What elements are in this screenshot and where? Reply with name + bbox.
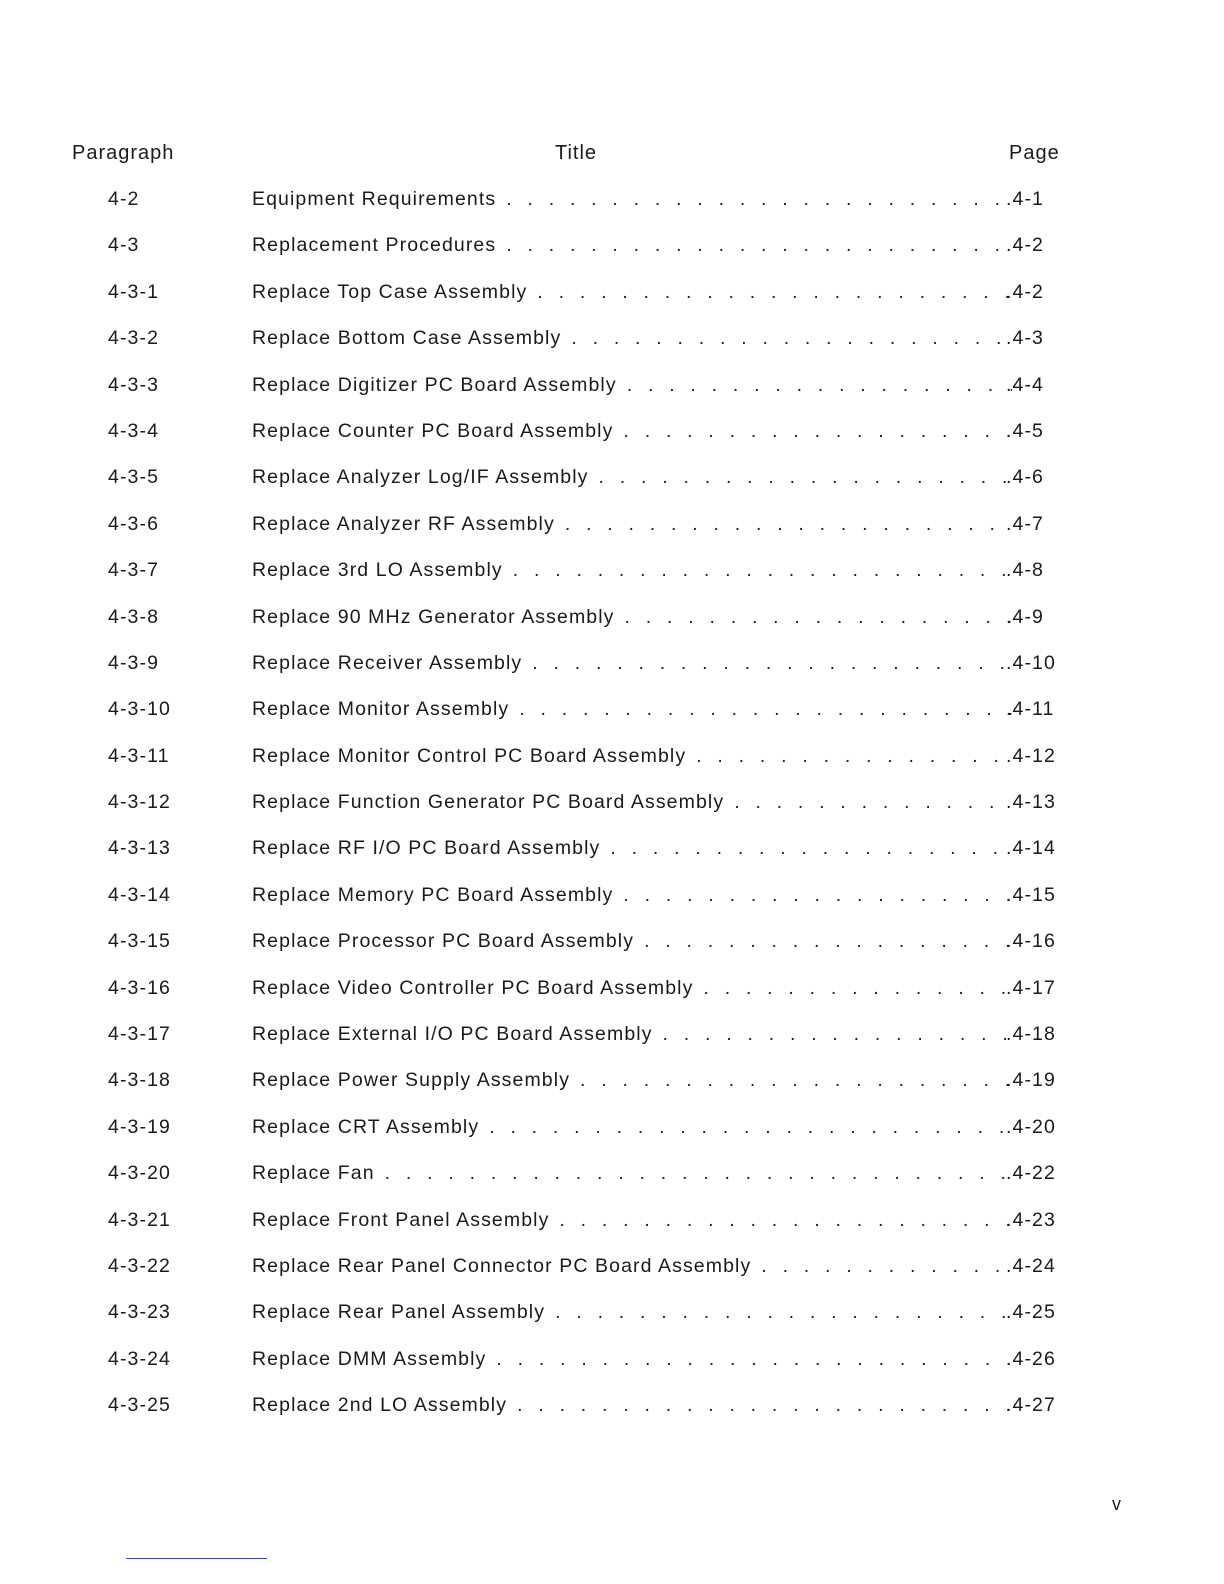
toc-entry-title: Replace 3rd LO Assembly	[252, 559, 503, 582]
dot-leader	[565, 513, 1012, 536]
toc-entry	[252, 234, 1012, 257]
toc-page-number: .4-7	[1006, 512, 1045, 535]
toc-entry	[252, 652, 1012, 675]
toc-entry	[252, 698, 1012, 721]
dot-leader	[703, 977, 1012, 1000]
toc-page-number: .4-25	[1006, 1301, 1056, 1324]
toc-paragraph-number: 4-3-19	[108, 1115, 171, 1138]
toc-paragraph-number: 4-3-23	[108, 1301, 171, 1324]
toc-header	[0, 142, 1224, 170]
toc-paragraph-number: 4-3	[108, 234, 140, 257]
toc-entry-title: Replacement Procedures	[252, 234, 497, 257]
toc-row	[0, 835, 1224, 881]
toc-row	[0, 1160, 1224, 1206]
toc-row	[0, 464, 1224, 510]
toc-entry	[252, 374, 1012, 397]
toc-entry	[252, 884, 1012, 907]
toc-page-number: .4-16	[1006, 930, 1056, 953]
toc-page-number: .4-13	[1006, 791, 1056, 814]
dot-leader	[506, 234, 1012, 257]
toc-row	[0, 418, 1224, 464]
toc-paragraph-number: 4-3-8	[108, 605, 160, 628]
toc-row	[0, 975, 1224, 1021]
toc-row	[0, 325, 1224, 371]
toc-entry-title: Replace Processor PC Board Assembly	[252, 930, 635, 953]
dot-leader	[517, 1394, 1012, 1417]
toc-entry	[252, 1023, 1012, 1046]
toc-row	[0, 186, 1224, 232]
toc-entry-title: Replace Fan	[252, 1162, 375, 1185]
toc-entry	[252, 559, 1012, 582]
toc-row	[0, 1207, 1224, 1253]
toc-entry	[252, 1348, 1012, 1371]
toc-paragraph-number: 4-3-20	[108, 1162, 171, 1185]
toc-entry-title: Equipment Requirements	[252, 188, 497, 210]
toc-entry	[252, 606, 1012, 629]
toc-paragraph-number: 4-3-7	[108, 559, 160, 582]
paragraph-column-header: Paragraph	[72, 142, 175, 164]
toc-entry-title: Replace Front Panel Assembly	[252, 1208, 550, 1231]
dot-leader	[644, 930, 1012, 953]
dot-leader	[385, 1162, 1012, 1185]
dot-leader	[627, 374, 1012, 397]
dot-leader	[513, 559, 1012, 582]
toc-row	[0, 650, 1224, 696]
dot-leader	[623, 884, 1012, 907]
toc-row	[0, 743, 1224, 789]
toc-paragraph-number: 4-2	[108, 188, 140, 210]
dot-leader	[519, 698, 1012, 721]
toc-entry-title: Replace Receiver Assembly	[252, 651, 523, 674]
toc-entry-title: Replace Power Supply Assembly	[252, 1069, 571, 1092]
toc-page-number: .4-15	[1006, 883, 1056, 906]
dot-leader	[599, 466, 1012, 489]
toc-list	[0, 186, 1224, 1439]
page-column-header: Page	[1009, 142, 1060, 164]
toc-row	[0, 279, 1224, 325]
toc-paragraph-number: 4-3-25	[108, 1394, 171, 1417]
toc-entry-title: Replace DMM Assembly	[252, 1347, 487, 1370]
toc-row	[0, 1114, 1224, 1160]
toc-entry-title: Replace Video Controller PC Board Assembly	[252, 976, 694, 999]
toc-page-number: .4-27	[1006, 1394, 1056, 1417]
toc-entry-title: Replace Top Case Assembly	[252, 280, 528, 303]
toc-entry	[252, 837, 1012, 860]
toc-entry-title: Replace Monitor Assembly	[252, 698, 510, 721]
toc-paragraph-number: 4-3-22	[108, 1254, 171, 1277]
toc-row	[0, 928, 1224, 974]
dot-leader	[506, 188, 1012, 211]
dot-leader	[623, 420, 1012, 443]
toc-paragraph-number: 4-3-11	[108, 744, 170, 767]
toc-entry	[252, 1162, 1012, 1185]
title-column-header: Title	[555, 142, 598, 164]
toc-row	[0, 557, 1224, 603]
toc-page-number: .4-1	[1006, 188, 1045, 210]
toc-paragraph-number: 4-3-12	[108, 791, 171, 814]
toc-paragraph-number: 4-3-17	[108, 1023, 171, 1046]
toc-entry	[252, 281, 1012, 304]
toc-page-number: .4-8	[1006, 559, 1045, 582]
toc-page-number: .4-6	[1006, 466, 1045, 489]
toc-row	[0, 1299, 1224, 1345]
toc-row	[0, 604, 1224, 650]
dot-leader	[761, 1255, 1012, 1278]
toc-row	[0, 372, 1224, 418]
footer-rule	[126, 1558, 267, 1559]
toc-page-number: .4-18	[1006, 1023, 1056, 1046]
toc-row	[0, 1392, 1224, 1438]
dot-leader	[663, 1023, 1012, 1046]
dot-leader	[580, 1069, 1012, 1092]
toc-entry-title: Replace Monitor Control PC Board Assembly	[252, 744, 687, 767]
toc-entry-title: Replace Counter PC Board Assembly	[252, 419, 614, 442]
dot-leader	[571, 327, 1012, 350]
toc-entry	[252, 930, 1012, 953]
toc-entry	[252, 1116, 1012, 1139]
toc-entry	[252, 327, 1012, 350]
toc-entry-title: Replace RF I/O PC Board Assembly	[252, 837, 601, 860]
toc-entry-title: Replace Rear Panel Connector PC Board Assembly	[252, 1254, 752, 1277]
toc-row	[0, 882, 1224, 928]
toc-entry-title: Replace Memory PC Board Assembly	[252, 883, 614, 906]
toc-page-number: .4-9	[1006, 605, 1045, 628]
dot-leader	[532, 652, 1012, 675]
toc-page-number: .4-11	[1006, 698, 1055, 721]
toc-paragraph-number: 4-3-18	[108, 1069, 171, 1092]
toc-paragraph-number: 4-3-2	[108, 327, 160, 350]
toc-paragraph-number: 4-3-10	[108, 698, 171, 721]
dot-leader	[559, 1209, 1012, 1232]
toc-paragraph-number: 4-3-6	[108, 512, 160, 535]
toc-entry	[252, 977, 1012, 1000]
toc-entry	[252, 1301, 1012, 1324]
dot-leader	[489, 1116, 1012, 1139]
toc-entry	[252, 420, 1012, 443]
toc-entry-title: Replace Function Generator PC Board Assembly	[252, 791, 725, 814]
toc-entry	[252, 513, 1012, 536]
toc-row	[0, 1021, 1224, 1067]
toc-page-number: .4-10	[1006, 651, 1056, 674]
dot-leader	[610, 837, 1012, 860]
toc-page-number: .4-19	[1006, 1069, 1056, 1092]
dot-leader	[496, 1348, 1012, 1371]
toc-page-number: .4-23	[1006, 1208, 1056, 1231]
toc-row	[0, 1067, 1224, 1113]
toc-page-number: .4-26	[1006, 1347, 1056, 1370]
toc-entry-title: Replace Analyzer Log/IF Assembly	[252, 466, 589, 489]
toc-page-number: .4-22	[1006, 1162, 1056, 1185]
toc-entry	[252, 745, 1012, 768]
toc-entry-title: Replace Rear Panel Assembly	[252, 1301, 546, 1324]
dot-leader	[696, 745, 1012, 768]
toc-entry-title: Replace Digitizer PC Board Assembly	[252, 373, 617, 396]
toc-page-number: .4-3	[1006, 327, 1045, 350]
toc-entry	[252, 1209, 1012, 1232]
toc-paragraph-number: 4-3-1	[108, 280, 160, 303]
toc-paragraph-number: 4-3-14	[108, 883, 171, 906]
toc-entry	[252, 1069, 1012, 1092]
dot-leader	[537, 281, 1012, 304]
toc-paragraph-number: 4-3-15	[108, 930, 171, 953]
toc-paragraph-number: 4-3-16	[108, 976, 171, 999]
toc-entry-title: Replace External I/O PC Board Assembly	[252, 1023, 653, 1046]
toc-page-number: .4-2	[1006, 234, 1045, 257]
toc-entry	[252, 1255, 1012, 1278]
toc-entry	[252, 791, 1012, 814]
toc-entry	[252, 188, 1012, 211]
toc-row	[0, 232, 1224, 278]
toc-page-number: .4-24	[1006, 1254, 1056, 1277]
toc-page-number: .4-20	[1006, 1115, 1056, 1138]
toc-entry-title: Replace Bottom Case Assembly	[252, 327, 562, 350]
page-number: v	[1112, 1494, 1121, 1514]
toc-page-number: .4-17	[1006, 976, 1056, 999]
toc-paragraph-number: 4-3-3	[108, 373, 160, 396]
toc-row	[0, 1253, 1224, 1299]
toc-paragraph-number: 4-3-5	[108, 466, 160, 489]
toc-entry-title: Replace 90 MHz Generator Assembly	[252, 605, 615, 628]
toc-entry-title: Replace 2nd LO Assembly	[252, 1394, 508, 1417]
toc-paragraph-number: 4-3-4	[108, 419, 160, 442]
dot-leader	[734, 791, 1012, 814]
toc-page-number: .4-5	[1006, 419, 1045, 442]
toc-entry	[252, 466, 1012, 489]
toc-page-number: .4-12	[1006, 744, 1056, 767]
toc-row	[0, 511, 1224, 557]
dot-leader	[625, 606, 1012, 629]
toc-row	[0, 789, 1224, 835]
toc-paragraph-number: 4-3-21	[108, 1208, 171, 1231]
toc-row	[0, 1346, 1224, 1392]
toc-paragraph-number: 4-3-9	[108, 651, 160, 674]
dot-leader	[555, 1301, 1012, 1324]
toc-paragraph-number: 4-3-13	[108, 837, 171, 860]
toc-entry-title: Replace CRT Assembly	[252, 1115, 480, 1138]
toc-page-number: .4-2	[1006, 280, 1045, 303]
toc-page-number: .4-14	[1006, 837, 1056, 860]
toc-entry	[252, 1394, 1012, 1417]
toc-entry-title: Replace Analyzer RF Assembly	[252, 512, 555, 535]
toc-row	[0, 696, 1224, 742]
toc-page-number: .4-4	[1006, 373, 1045, 396]
toc-paragraph-number: 4-3-24	[108, 1347, 171, 1370]
